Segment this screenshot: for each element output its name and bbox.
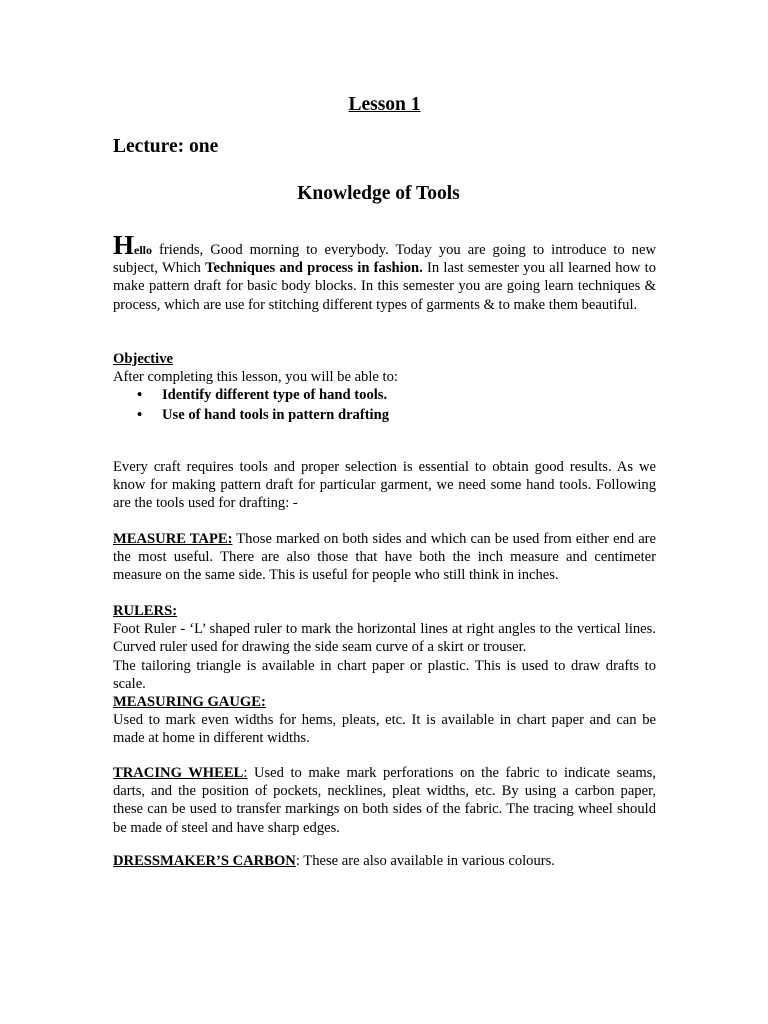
objective-list-item: • Identify different type of hand tools. [113,386,656,406]
intro-paragraph [113,230,656,314]
objective-heading: Objective [113,351,173,367]
intro-bold-phrase: Techniques and process in fashion. [205,260,423,277]
rulers-text-1: Foot Ruler - ‘L’ shaped ruler to mark the horizontal lines at right angles to the vertical lines. Curved ruler used for drawing the side seam curve of a skirt or trouser. [113,621,656,656]
objective-section [113,350,656,426]
tracing-wheel-text: Used to make mark perforations on the fabric to indicate seams, darts, and the position of pockets, necklines, pleat widths, etc. By using a carbon paper, these can be used to transfer markings on both sides of the fabric. The tracing wheel should be made of steel and have sharp edges. [113,765,656,836]
measuring-gauge-text: Used to mark even widths for hems, pleats, etc. It is available in chart paper and can be made at home in different widths. [113,712,656,747]
lecture-title: Lecture: one [113,136,219,157]
objective-list-item: • Use of hand tools in pattern drafting [113,406,656,426]
drop-cap-smallcaps: ello [134,243,153,257]
lesson-title: Lesson 1 [348,94,421,115]
tracing-wheel-colon: : [243,765,248,781]
measure-tape-term: MEASURE TAPE: [113,531,233,547]
drop-cap: H [113,230,135,260]
tracing-wheel-paragraph [113,764,656,837]
rulers-section [113,602,656,748]
rulers-text-2: The tailoring triangle is available in chart paper or plastic. This is used to draw drafts to scale. [113,657,656,692]
measuring-gauge-heading: MEASURING GAUGE: [113,694,266,711]
measure-tape-paragraph [113,530,656,585]
dressmakers-carbon-paragraph [113,852,656,870]
intro-text-1: friends, Good morning to everybody. Today you are going to introduce to new subject, Which [113,242,656,277]
dressmakers-carbon-term: DRESSMAKER’S CARBON [113,853,296,869]
tracing-wheel-term: TRACING WHEEL [113,765,244,781]
section-heading: Knowledge of Tools [297,183,460,204]
measure-tape-text: Those marked on both sides and which can be used from either end are the most useful. There are also those that have both the inch measure and centimeter measure on the same side. This is useful for people who still think in inches. [113,531,657,584]
craft-paragraph: Every craft requires tools and proper selection is essential to obtain good results. As we know for making pattern draft for particular garment, we need some hand tools. Following are the tools used for drafting: - [113,459,656,512]
objective-list [113,386,656,426]
rulers-heading: RULERS: [113,603,178,619]
objective-lead: After completing this lesson, you will be able to: [113,369,398,386]
intro-text-2: In last semester you all learned how to make pattern draft for basic body blocks. In this semester you are going learn techniques & process, which are use for stitching different types of garments & to make them beautiful. [113,260,656,313]
dressmakers-carbon-text: : These are also available in various colours. [295,853,555,869]
